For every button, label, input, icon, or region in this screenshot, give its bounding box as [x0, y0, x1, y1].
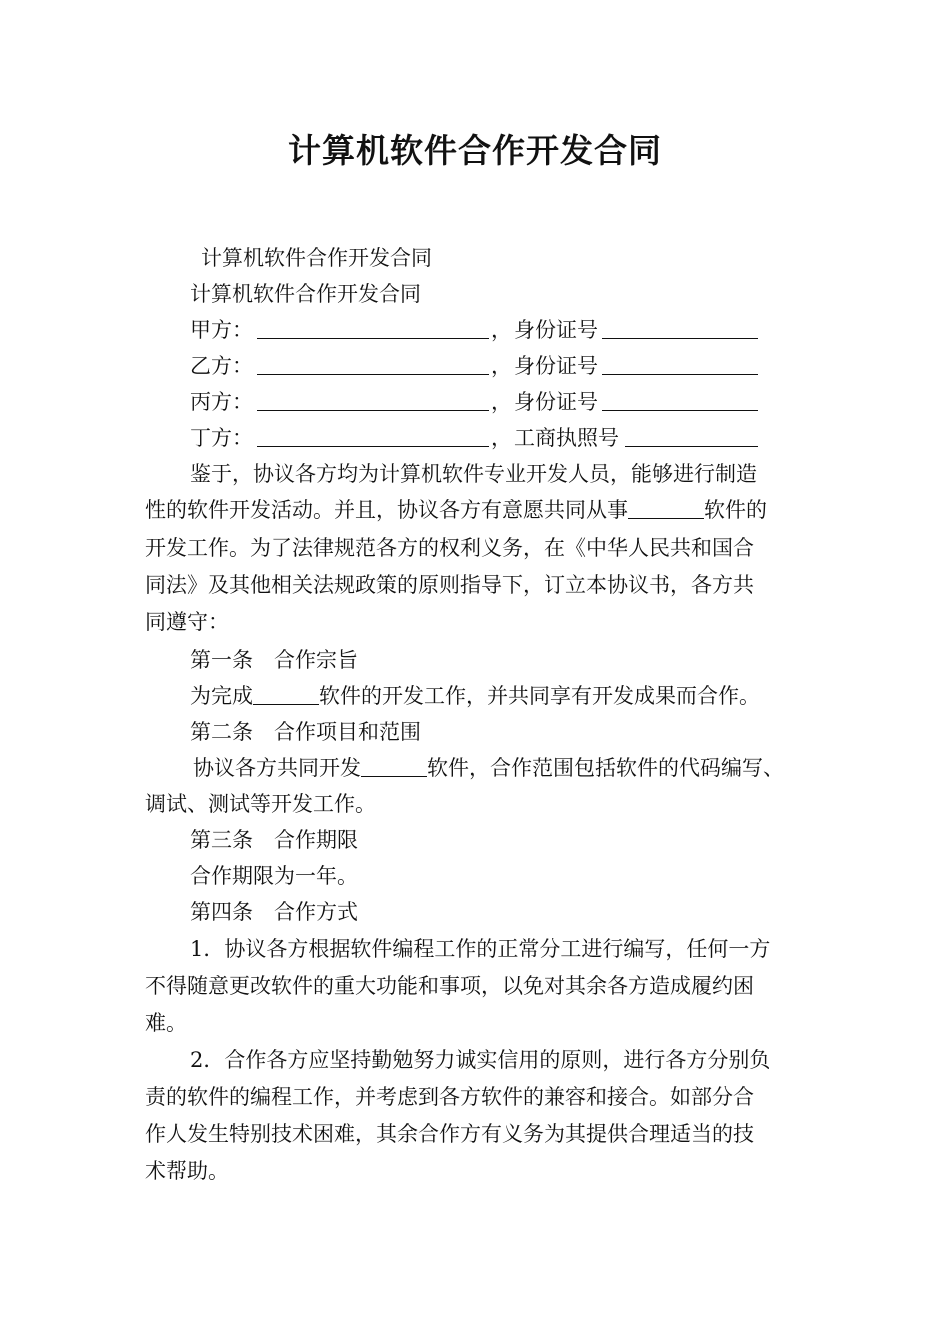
party-label: 丁方： [190, 426, 253, 450]
document-title: 计算机软件合作开发合同 [288, 131, 662, 170]
preamble-line-2-tail: 软件的 [704, 498, 767, 522]
party-id-label: 身份证号 [514, 318, 598, 342]
preamble-line-5: 同遵守： [145, 610, 229, 634]
article-1-body-tail: 软件的开发工作，并共同享有开发成果而合作。 [319, 684, 760, 708]
article-4-item-2-line-1: 2．合作各方应坚持勤勉努力诚实信用的原则，进行各方分别负 [190, 1048, 771, 1072]
party-label: 丙方： [190, 390, 253, 414]
article-4-item-2-line-4: 术帮助。 [145, 1159, 229, 1183]
party-separator: ， [491, 318, 512, 342]
article-2-body-tail: 软件，合作范围包括软件的代码编写、 [427, 756, 784, 780]
article-1-body-text: 为完成 [190, 684, 253, 708]
preamble-line-3: 开发工作。为了法律规范各方的权利义务，在《中华人民共和国合 [145, 536, 754, 560]
article-2-body [193, 750, 784, 786]
party-id-label: 身份证号 [514, 390, 598, 414]
party-id-blank [602, 384, 758, 420]
party-id-label: 工商执照号 [514, 426, 619, 450]
party-separator: ， [491, 426, 512, 450]
article-4-item-2-line-2: 责的软件的编程工作，并考虑到各方软件的兼容和接合。如部分合 [145, 1085, 754, 1109]
preamble-line-1: 鉴于，协议各方均为计算机软件专业开发人员，能够进行制造 [190, 462, 757, 486]
article-4-item-1-line-1: 1．协议各方根据软件编程工作的正常分工进行编写，任何一方 [190, 937, 771, 961]
party-name-blank [257, 348, 489, 384]
preamble-line-2-text: 性的软件开发活动。并且，协议各方有意愿共同从事 [145, 498, 628, 522]
subtitle-line-2: 计算机软件合作开发合同 [190, 282, 421, 306]
article-4-item-1-line-2: 不得随意更改软件的重大功能和事项，以免对其余各方造成履约困 [145, 974, 754, 998]
article-4-heading: 第四条 合作方式 [190, 900, 358, 924]
article-4-item-2-line-3: 作人发生特别技术困难，其余合作方有义务为其提供合理适当的技 [145, 1122, 754, 1146]
preamble-line-4: 同法》及其他相关法规政策的原则指导下，订立本协议书，各方共 [145, 573, 754, 597]
party-id-label: 身份证号 [514, 354, 598, 378]
party-label: 甲方： [190, 318, 253, 342]
software-name-blank [361, 750, 427, 777]
software-name-blank [253, 678, 319, 705]
party-separator: ， [491, 354, 512, 378]
article-1-body [190, 678, 760, 714]
software-name-blank [628, 492, 704, 519]
party-id-blank [602, 348, 758, 384]
article-3-body: 合作期限为一年。 [190, 864, 358, 888]
article-2-body-line-2: 调试、测试等开发工作。 [145, 792, 376, 816]
article-2-body-text: 协议各方共同开发 [193, 756, 361, 780]
article-1-heading: 第一条 合作宗旨 [190, 648, 358, 672]
preamble-line-2 [145, 492, 767, 528]
party-name-blank [257, 312, 489, 348]
subtitle-line-1: 计算机软件合作开发合同 [201, 246, 432, 270]
article-2-heading: 第二条 合作项目和范围 [190, 720, 421, 744]
article-3-heading: 第三条 合作期限 [190, 828, 358, 852]
article-4-item-1-line-3: 难。 [145, 1011, 187, 1035]
party-license-blank [625, 420, 758, 456]
party-name-blank [257, 384, 489, 420]
party-id-blank [602, 312, 758, 348]
party-separator: ， [491, 390, 512, 414]
party-name-blank [257, 420, 489, 456]
party-label: 乙方： [190, 354, 253, 378]
